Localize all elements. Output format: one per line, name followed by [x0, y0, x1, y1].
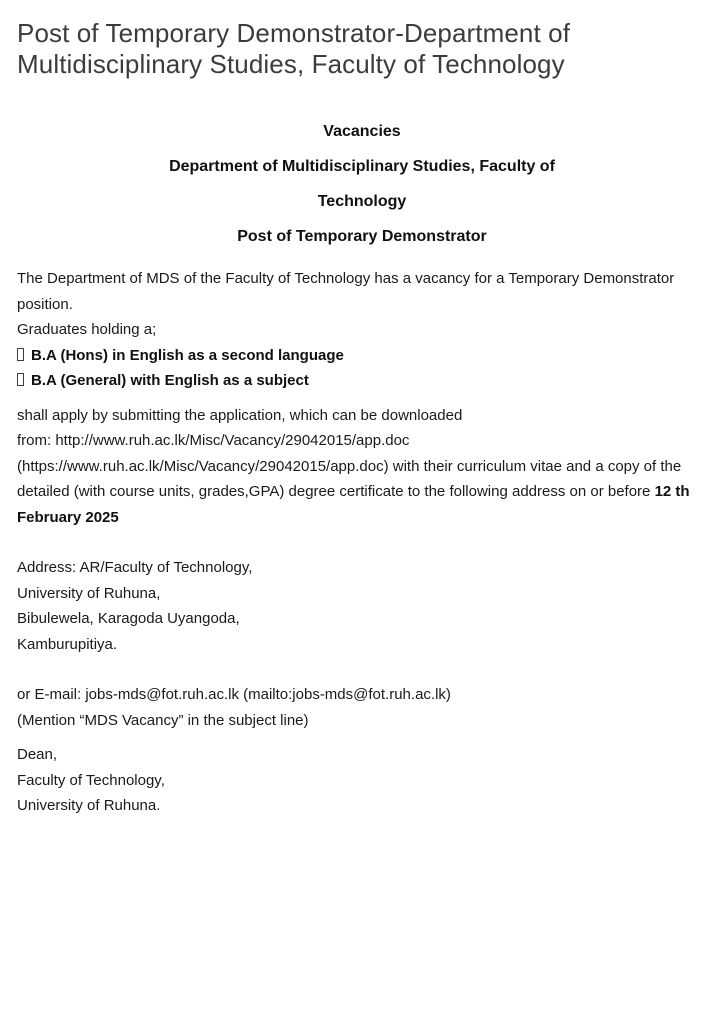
spacer	[17, 657, 707, 682]
body-content	[17, 266, 707, 819]
qualification-item-2	[17, 368, 707, 394]
application-url[interactable]: http://www.ruh.ac.lk/Misc/Vacancy/29042015/app.doc	[55, 432, 410, 449]
heading-technology: Technology	[317, 193, 407, 210]
signature-line-2: Faculty of Technology,	[17, 771, 165, 789]
heading-post: Post of Temporary Demonstrator	[237, 228, 487, 245]
signature-line-1: Dean,	[17, 746, 58, 763]
application-download-line	[17, 428, 707, 454]
tofu-box-glyph-icon	[17, 348, 24, 361]
signature-block	[17, 742, 707, 819]
application-details-paragraph	[17, 454, 707, 531]
qualification-item-1	[17, 343, 707, 369]
address-line-1: Address: AR/Faculty of Technology,	[17, 559, 253, 576]
qualification-item-1-label: B.A (Hons) in English as a second language	[31, 346, 344, 364]
intro-paragraph: The Department of MDS of the Faculty of Technology has a vacancy for a Temporary Demonstrator position.	[17, 270, 675, 313]
email-block	[17, 682, 707, 733]
address-line-2: University of Ruhuna,	[17, 584, 161, 602]
heading-department: Department of Multidisciplinary Studies, Faculty of	[169, 158, 555, 175]
application-deadline: 12 th February 2025	[17, 483, 690, 526]
centered-headings-block	[17, 114, 707, 254]
application-line-1: shall apply by submitting the application, which can be downloaded	[17, 406, 463, 424]
qualification-item-2-label: B.A (General) with English as a subject	[31, 372, 309, 389]
spacer	[17, 530, 707, 555]
spacer	[17, 733, 707, 742]
email-subject-note: (Mention “MDS Vacancy” in the subject line)	[17, 711, 309, 729]
address-line-3: Bibulewela, Karagoda Uyangoda,	[17, 610, 240, 627]
from-label: from:	[17, 432, 56, 449]
address-block	[17, 555, 707, 657]
address-line-4: Kamburupitiya.	[17, 635, 118, 653]
page-title: Post of Temporary Demonstrator-Department of Multidisciplinary Studies, Faculty of Technology	[17, 18, 571, 79]
email-line[interactable]: or E-mail: jobs-mds@fot.ruh.ac.lk (mailto:jobs-mds@fot.ruh.ac.lk)	[17, 686, 451, 703]
tofu-box-glyph-icon	[17, 373, 24, 386]
signature-line-3: University of Ruhuna.	[17, 797, 161, 814]
spacer	[17, 394, 707, 403]
heading-vacancies: Vacancies	[323, 123, 401, 140]
application-details-text: (https://www.ruh.ac.lk/Misc/Vacancy/29042015/app.doc) with their curriculum vitae and a copy of the detailed (with course units, grades,GPA) degree certificate to the following address on or before	[17, 457, 682, 500]
graduates-lead: Graduates holding a;	[17, 321, 157, 338]
